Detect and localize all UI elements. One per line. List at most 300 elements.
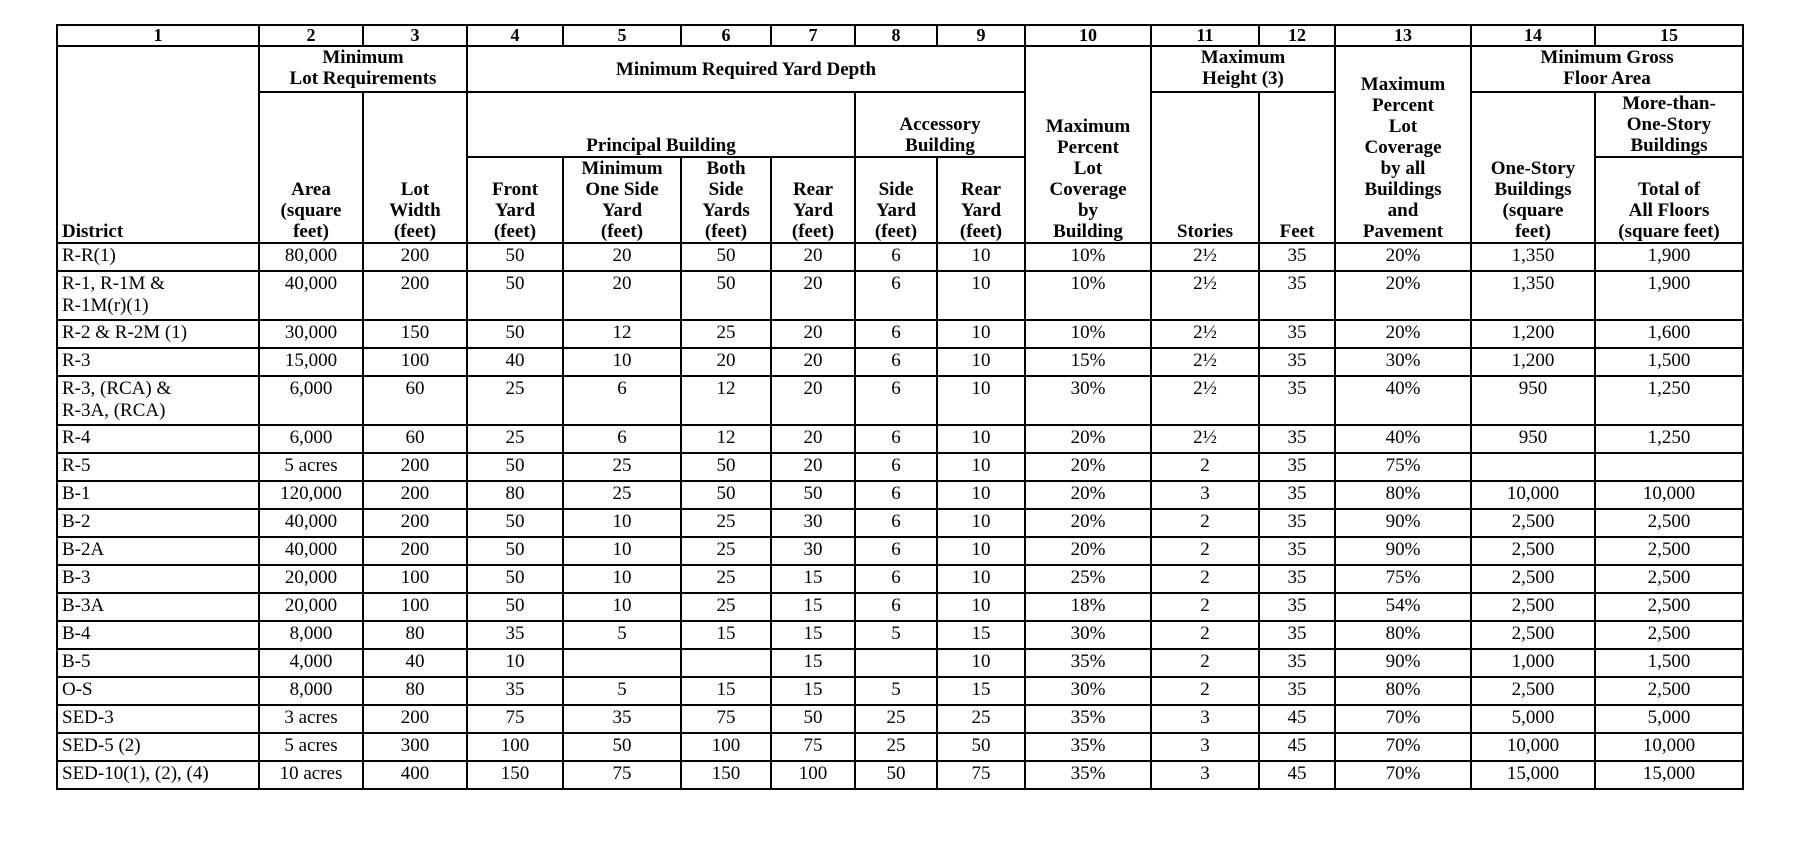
- district-cell: SED-3: [57, 705, 259, 733]
- value-cell: 6: [855, 565, 937, 593]
- value-cell: 20: [563, 243, 681, 271]
- value-cell: 3: [1151, 481, 1259, 509]
- value-cell: 80: [363, 677, 467, 705]
- header-rear-yard: Rear Yard (feet): [771, 157, 855, 243]
- value-cell: 20: [771, 320, 855, 348]
- value-cell: 20%: [1025, 537, 1151, 565]
- value-cell: 5: [563, 621, 681, 649]
- value-cell: 12: [563, 320, 681, 348]
- value-cell: 5,000: [1471, 705, 1595, 733]
- value-cell: 10: [937, 348, 1025, 376]
- value-cell: 50: [771, 705, 855, 733]
- value-cell: 2,500: [1595, 593, 1743, 621]
- column-number: 11: [1151, 25, 1259, 46]
- value-cell: 2,500: [1471, 565, 1595, 593]
- value-cell: 60: [363, 425, 467, 453]
- value-cell: 10: [937, 376, 1025, 425]
- value-cell: 54%: [1335, 593, 1471, 621]
- value-cell: 50: [681, 271, 771, 320]
- value-cell: 10 acres: [259, 761, 363, 789]
- header-accessory-side-yard: Side Yard (feet): [855, 157, 937, 243]
- value-cell: 6: [855, 348, 937, 376]
- table-body: [57, 243, 1743, 789]
- value-cell: 100: [467, 733, 563, 761]
- value-cell: 1,200: [1471, 320, 1595, 348]
- value-cell: 35: [1259, 621, 1335, 649]
- value-cell: 2: [1151, 537, 1259, 565]
- value-cell: 200: [363, 537, 467, 565]
- table-row: [57, 509, 1743, 537]
- value-cell: 35: [1259, 453, 1335, 481]
- value-cell: 2: [1151, 593, 1259, 621]
- header-accessory-rear-yard: Rear Yard (feet): [937, 157, 1025, 243]
- value-cell: 2,500: [1595, 677, 1743, 705]
- value-cell: 35: [1259, 425, 1335, 453]
- value-cell: 1,900: [1595, 271, 1743, 320]
- value-cell: 8,000: [259, 621, 363, 649]
- value-cell: 6: [563, 425, 681, 453]
- value-cell: 75%: [1335, 565, 1471, 593]
- value-cell: 10,000: [1471, 733, 1595, 761]
- value-cell: 5: [855, 621, 937, 649]
- value-cell: 20: [563, 271, 681, 320]
- value-cell: 200: [363, 481, 467, 509]
- header-one-story-buildings: One-Story Buildings (square feet): [1471, 92, 1595, 243]
- value-cell: [1595, 453, 1743, 481]
- value-cell: 35%: [1025, 733, 1151, 761]
- column-number: 2: [259, 25, 363, 46]
- value-cell: 20%: [1335, 243, 1471, 271]
- value-cell: 1,350: [1471, 243, 1595, 271]
- table-row: [57, 271, 1743, 320]
- value-cell: 50: [467, 509, 563, 537]
- value-cell: 30,000: [259, 320, 363, 348]
- district-cell: B-3: [57, 565, 259, 593]
- value-cell: 2,500: [1595, 537, 1743, 565]
- zoning-requirements-table: [56, 24, 1744, 790]
- value-cell: 50: [467, 320, 563, 348]
- column-number: 7: [771, 25, 855, 46]
- value-cell: 5: [563, 677, 681, 705]
- value-cell: 6: [855, 271, 937, 320]
- value-cell: 10: [937, 243, 1025, 271]
- column-number: 9: [937, 25, 1025, 46]
- value-cell: 10: [937, 481, 1025, 509]
- value-cell: 30%: [1025, 376, 1151, 425]
- value-cell: 20%: [1025, 481, 1151, 509]
- value-cell: 1,500: [1595, 348, 1743, 376]
- value-cell: 20%: [1025, 509, 1151, 537]
- value-cell: 50: [467, 565, 563, 593]
- table-row: [57, 677, 1743, 705]
- value-cell: 18%: [1025, 593, 1151, 621]
- value-cell: 20%: [1025, 453, 1151, 481]
- value-cell: 35: [1259, 677, 1335, 705]
- value-cell: 15: [681, 621, 771, 649]
- header-min-one-side-yard: Minimum One Side Yard (feet): [563, 157, 681, 243]
- value-cell: 50: [563, 733, 681, 761]
- value-cell: 25: [681, 565, 771, 593]
- value-cell: 3: [1151, 705, 1259, 733]
- value-cell: 35: [1259, 481, 1335, 509]
- value-cell: 200: [363, 509, 467, 537]
- value-cell: 35: [1259, 537, 1335, 565]
- value-cell: 6: [855, 453, 937, 481]
- value-cell: 1,500: [1595, 649, 1743, 677]
- value-cell: 6: [855, 425, 937, 453]
- column-number: 13: [1335, 25, 1471, 46]
- value-cell: 4,000: [259, 649, 363, 677]
- value-cell: 30%: [1335, 348, 1471, 376]
- value-cell: 2½: [1151, 425, 1259, 453]
- value-cell: 20%: [1335, 271, 1471, 320]
- table-row: [57, 705, 1743, 733]
- table-row: [57, 761, 1743, 789]
- header-stories: Stories: [1151, 92, 1259, 243]
- value-cell: 25: [563, 481, 681, 509]
- value-cell: 70%: [1335, 761, 1471, 789]
- table-row: [57, 621, 1743, 649]
- value-cell: 1,250: [1595, 376, 1743, 425]
- value-cell: 1,250: [1595, 425, 1743, 453]
- value-cell: 10%: [1025, 243, 1151, 271]
- value-cell: 15: [681, 677, 771, 705]
- district-cell: R-R(1): [57, 243, 259, 271]
- header-max-percent-lot-coverage-all: Maximum Percent Lot Coverage by all Buildings and Pavement: [1335, 46, 1471, 243]
- value-cell: 75: [563, 761, 681, 789]
- value-cell: 2,500: [1595, 509, 1743, 537]
- value-cell: 30: [771, 509, 855, 537]
- value-cell: 80%: [1335, 621, 1471, 649]
- value-cell: 25: [937, 705, 1025, 733]
- value-cell: 2,500: [1595, 565, 1743, 593]
- value-cell: 200: [363, 705, 467, 733]
- value-cell: 15%: [1025, 348, 1151, 376]
- value-cell: 25: [467, 376, 563, 425]
- value-cell: 20,000: [259, 565, 363, 593]
- value-cell: 6: [563, 376, 681, 425]
- column-number: 3: [363, 25, 467, 46]
- value-cell: 50: [771, 481, 855, 509]
- table-row: [57, 481, 1743, 509]
- value-cell: 75: [681, 705, 771, 733]
- value-cell: 10: [937, 509, 1025, 537]
- value-cell: 5 acres: [259, 733, 363, 761]
- value-cell: 150: [681, 761, 771, 789]
- value-cell: 35: [467, 677, 563, 705]
- table-row: [57, 537, 1743, 565]
- table-row: [57, 243, 1743, 271]
- district-cell: R-1, R-1M & R-1M(r)(1): [57, 271, 259, 320]
- value-cell: 2½: [1151, 348, 1259, 376]
- value-cell: 2: [1151, 677, 1259, 705]
- column-number: 10: [1025, 25, 1151, 46]
- value-cell: 950: [1471, 425, 1595, 453]
- value-cell: 2: [1151, 453, 1259, 481]
- value-cell: 50: [681, 243, 771, 271]
- table-row: [57, 733, 1743, 761]
- value-cell: 2,500: [1471, 593, 1595, 621]
- value-cell: 40%: [1335, 376, 1471, 425]
- value-cell: 80: [467, 481, 563, 509]
- value-cell: 90%: [1335, 649, 1471, 677]
- value-cell: [1471, 453, 1595, 481]
- value-cell: 2½: [1151, 320, 1259, 348]
- value-cell: 2½: [1151, 271, 1259, 320]
- value-cell: 25: [681, 593, 771, 621]
- value-cell: 40,000: [259, 271, 363, 320]
- value-cell: 6: [855, 537, 937, 565]
- header-max-percent-lot-coverage-by-building: Maximum Percent Lot Coverage by Building: [1025, 46, 1151, 243]
- value-cell: 1,350: [1471, 271, 1595, 320]
- value-cell: 45: [1259, 761, 1335, 789]
- table-row: [57, 649, 1743, 677]
- value-cell: 50: [467, 271, 563, 320]
- value-cell: 70%: [1335, 705, 1471, 733]
- value-cell: 30%: [1025, 621, 1151, 649]
- value-cell: 10%: [1025, 320, 1151, 348]
- value-cell: 35%: [1025, 761, 1151, 789]
- value-cell: 40,000: [259, 537, 363, 565]
- header-min-gross-floor-area: Minimum Gross Floor Area: [1471, 46, 1743, 92]
- header-both-side-yards: Both Side Yards (feet): [681, 157, 771, 243]
- value-cell: 35: [1259, 271, 1335, 320]
- value-cell: 50: [467, 537, 563, 565]
- value-cell: 75: [467, 705, 563, 733]
- value-cell: 35%: [1025, 705, 1151, 733]
- value-cell: 2½: [1151, 243, 1259, 271]
- value-cell: 3: [1151, 761, 1259, 789]
- value-cell: 35: [1259, 320, 1335, 348]
- value-cell: 40%: [1335, 425, 1471, 453]
- value-cell: 2: [1151, 649, 1259, 677]
- value-cell: 15: [771, 621, 855, 649]
- value-cell: 300: [363, 733, 467, 761]
- value-cell: 10: [563, 565, 681, 593]
- value-cell: 25: [855, 705, 937, 733]
- column-number: 14: [1471, 25, 1595, 46]
- value-cell: 10,000: [1595, 733, 1743, 761]
- value-cell: 10: [937, 271, 1025, 320]
- value-cell: 15: [771, 593, 855, 621]
- value-cell: 35: [1259, 565, 1335, 593]
- value-cell: 50: [681, 453, 771, 481]
- value-cell: 25: [855, 733, 937, 761]
- value-cell: 30%: [1025, 677, 1151, 705]
- value-cell: 10: [937, 537, 1025, 565]
- value-cell: 25: [467, 425, 563, 453]
- value-cell: 10%: [1025, 271, 1151, 320]
- header-front-yard: Front Yard (feet): [467, 157, 563, 243]
- header-principal-building: Principal Building: [467, 92, 855, 157]
- district-cell: B-2A: [57, 537, 259, 565]
- value-cell: 6: [855, 243, 937, 271]
- district-cell: R-2 & R-2M (1): [57, 320, 259, 348]
- value-cell: 100: [363, 348, 467, 376]
- value-cell: 10: [563, 348, 681, 376]
- value-cell: 50: [937, 733, 1025, 761]
- value-cell: 50: [855, 761, 937, 789]
- value-cell: 35%: [1025, 649, 1151, 677]
- value-cell: 3 acres: [259, 705, 363, 733]
- value-cell: 35: [1259, 243, 1335, 271]
- value-cell: 75: [937, 761, 1025, 789]
- value-cell: 12: [681, 425, 771, 453]
- value-cell: 90%: [1335, 509, 1471, 537]
- header-feet: Feet: [1259, 92, 1335, 243]
- value-cell: 15: [771, 565, 855, 593]
- column-number: 8: [855, 25, 937, 46]
- value-cell: 10,000: [1471, 481, 1595, 509]
- value-cell: 2: [1151, 621, 1259, 649]
- header-total-of-all-floors: Total of All Floors (square feet): [1595, 157, 1743, 243]
- value-cell: 15: [771, 677, 855, 705]
- district-cell: SED-10(1), (2), (4): [57, 761, 259, 789]
- value-cell: 100: [363, 565, 467, 593]
- table-row: [57, 376, 1743, 425]
- district-cell: R-3: [57, 348, 259, 376]
- value-cell: 20: [681, 348, 771, 376]
- zoning-table-container: [56, 24, 1742, 790]
- value-cell: 100: [681, 733, 771, 761]
- value-cell: 25%: [1025, 565, 1151, 593]
- value-cell: 20: [771, 425, 855, 453]
- value-cell: 20%: [1335, 320, 1471, 348]
- district-cell: B-4: [57, 621, 259, 649]
- value-cell: 100: [771, 761, 855, 789]
- value-cell: 950: [1471, 376, 1595, 425]
- value-cell: 2,500: [1471, 537, 1595, 565]
- value-cell: 80: [363, 621, 467, 649]
- value-cell: [681, 649, 771, 677]
- value-cell: 40: [363, 649, 467, 677]
- value-cell: 10: [937, 649, 1025, 677]
- value-cell: 90%: [1335, 537, 1471, 565]
- value-cell: 120,000: [259, 481, 363, 509]
- header-area: Area (square feet): [259, 92, 363, 243]
- value-cell: 5,000: [1595, 705, 1743, 733]
- column-number: 12: [1259, 25, 1335, 46]
- value-cell: 2,500: [1471, 677, 1595, 705]
- value-cell: 50: [467, 593, 563, 621]
- value-cell: 20: [771, 243, 855, 271]
- header-more-than-one-story: More-than- One-Story Buildings: [1595, 92, 1743, 157]
- value-cell: 25: [681, 509, 771, 537]
- value-cell: 15,000: [1595, 761, 1743, 789]
- value-cell: 80%: [1335, 677, 1471, 705]
- value-cell: 25: [681, 537, 771, 565]
- value-cell: 2,500: [1471, 509, 1595, 537]
- value-cell: 8,000: [259, 677, 363, 705]
- district-cell: R-3, (RCA) & R-3A, (RCA): [57, 376, 259, 425]
- table-row: [57, 593, 1743, 621]
- value-cell: 20%: [1025, 425, 1151, 453]
- district-cell: R-5: [57, 453, 259, 481]
- value-cell: 10: [467, 649, 563, 677]
- value-cell: 50: [681, 481, 771, 509]
- header-maximum-height: Maximum Height (3): [1151, 46, 1335, 92]
- column-number-row: [57, 25, 1743, 46]
- value-cell: 10: [563, 509, 681, 537]
- header-min-lot-requirements: Minimum Lot Requirements: [259, 46, 467, 92]
- value-cell: 45: [1259, 733, 1335, 761]
- value-cell: 40: [467, 348, 563, 376]
- value-cell: 25: [563, 453, 681, 481]
- value-cell: 35: [467, 621, 563, 649]
- value-cell: 6: [855, 376, 937, 425]
- value-cell: 1,600: [1595, 320, 1743, 348]
- value-cell: 75%: [1335, 453, 1471, 481]
- value-cell: 10: [937, 593, 1025, 621]
- value-cell: 200: [363, 243, 467, 271]
- value-cell: 15,000: [259, 348, 363, 376]
- value-cell: 80,000: [259, 243, 363, 271]
- value-cell: 40,000: [259, 509, 363, 537]
- district-cell: R-4: [57, 425, 259, 453]
- value-cell: 5: [855, 677, 937, 705]
- value-cell: 60: [363, 376, 467, 425]
- value-cell: 150: [467, 761, 563, 789]
- value-cell: 2,500: [1595, 621, 1743, 649]
- value-cell: 6,000: [259, 425, 363, 453]
- header-district: District: [57, 46, 259, 243]
- header-lot-width: Lot Width (feet): [363, 92, 467, 243]
- value-cell: 10: [563, 537, 681, 565]
- table-row: [57, 320, 1743, 348]
- column-number: 5: [563, 25, 681, 46]
- value-cell: 1,000: [1471, 649, 1595, 677]
- value-cell: 20: [771, 348, 855, 376]
- district-cell: SED-5 (2): [57, 733, 259, 761]
- value-cell: 20: [771, 376, 855, 425]
- value-cell: 100: [363, 593, 467, 621]
- table-row: [57, 425, 1743, 453]
- value-cell: 25: [681, 320, 771, 348]
- value-cell: 1,900: [1595, 243, 1743, 271]
- value-cell: 5 acres: [259, 453, 363, 481]
- value-cell: 45: [1259, 705, 1335, 733]
- value-cell: 10: [937, 453, 1025, 481]
- value-cell: 70%: [1335, 733, 1471, 761]
- value-cell: 20: [771, 453, 855, 481]
- value-cell: 10: [937, 425, 1025, 453]
- value-cell: 15: [937, 677, 1025, 705]
- value-cell: 20: [771, 271, 855, 320]
- value-cell: 35: [1259, 649, 1335, 677]
- value-cell: 400: [363, 761, 467, 789]
- value-cell: 10: [937, 565, 1025, 593]
- value-cell: 6: [855, 320, 937, 348]
- column-number: 4: [467, 25, 563, 46]
- value-cell: 50: [467, 243, 563, 271]
- value-cell: 1,200: [1471, 348, 1595, 376]
- value-cell: 200: [363, 453, 467, 481]
- column-number: 1: [57, 25, 259, 46]
- value-cell: 2: [1151, 565, 1259, 593]
- value-cell: 15: [937, 621, 1025, 649]
- value-cell: 6: [855, 593, 937, 621]
- value-cell: 20,000: [259, 593, 363, 621]
- value-cell: 6: [855, 509, 937, 537]
- value-cell: 10: [563, 593, 681, 621]
- header-group-row-1: [57, 46, 1743, 92]
- value-cell: 3: [1151, 733, 1259, 761]
- district-cell: B-5: [57, 649, 259, 677]
- value-cell: 75: [771, 733, 855, 761]
- value-cell: [855, 649, 937, 677]
- value-cell: 35: [1259, 376, 1335, 425]
- value-cell: [563, 649, 681, 677]
